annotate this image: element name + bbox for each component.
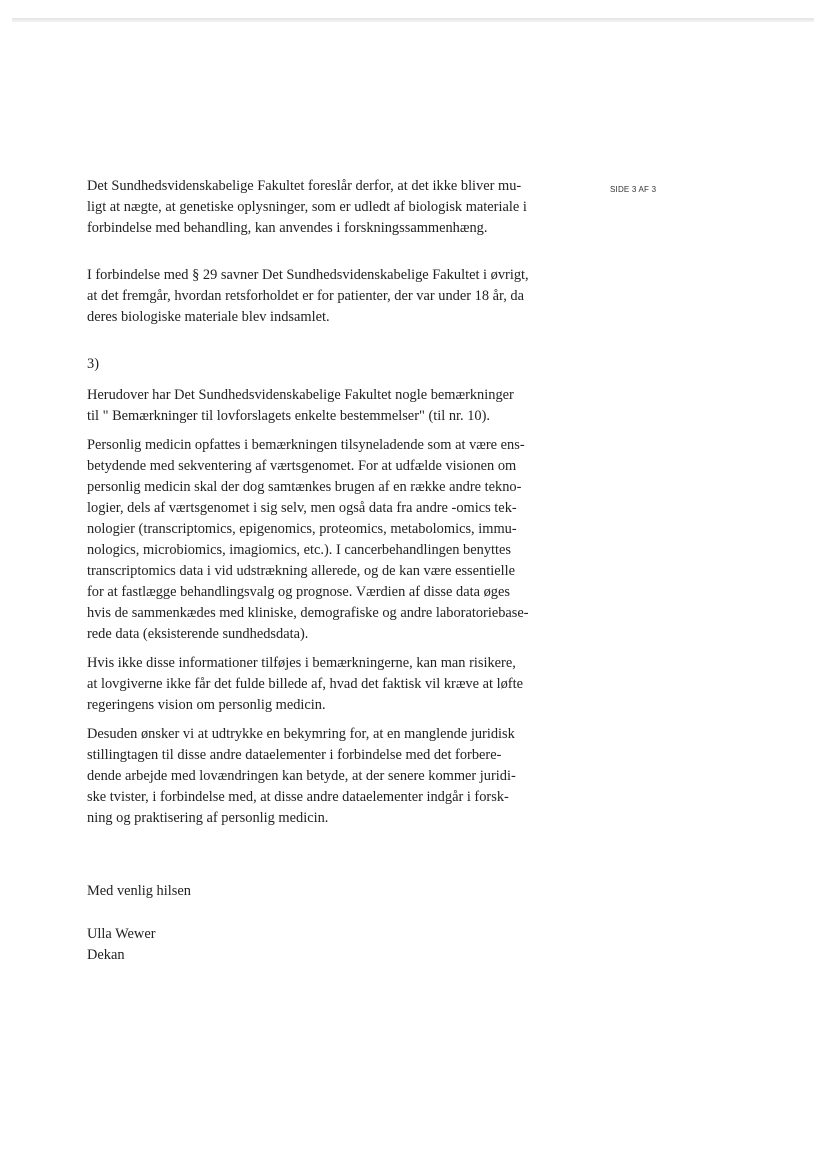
text-line: transcriptomics data i vid udstrækning allerede, og de kan være essentielle [87, 563, 516, 579]
text-line: stillingtagen til disse andre dataelementer i forbindelse med det forbere- [87, 747, 502, 763]
paragraph-personal-medicine [87, 435, 592, 645]
page-top-edge [12, 18, 814, 22]
text-line: forbindelse med behandling, kan anvendes i forskningssammenhæng. [87, 220, 488, 236]
paragraph-remarks [87, 385, 592, 427]
page-number-label: SIDE 3 AF 3 [610, 185, 657, 194]
text-line: rede data (eksisterende sundhedsdata). [87, 626, 309, 642]
text-line: til " Bemærkninger til lovforslagets enkelte bestemmelser" (til nr. 10). [87, 408, 491, 424]
text-line: logier, dels af værtsgenomet i sig selv, men også data fra andre -omics tek- [87, 500, 517, 516]
text-line: deres biologiske materiale blev indsamlet. [87, 309, 330, 325]
text-line: Det Sundhedsvidenskabelige Fakultet foreslår derfor, at det ikke bliver mu- [87, 178, 522, 194]
signature-block [87, 881, 191, 966]
paragraph-section-29 [87, 265, 592, 328]
text-line: at det fremgår, hvordan retsforholdet er for patienter, der var under 18 år, da [87, 288, 524, 304]
text-line: personlig medicin skal der dog samtænkes brugen af en række andre tekno- [87, 479, 522, 495]
text-line: Hvis ikke disse informationer tilføjes i bemærkningerne, kan man risikere, [87, 655, 516, 671]
text-line: at lovgiverne ikke får det fulde billede af, hvad det faktisk vil kræve at løfte [87, 676, 523, 692]
text-line: Desuden ønsker vi at udtrykke en bekymring for, at en manglende juridisk [87, 726, 515, 742]
text-line: Personlig medicin opfattes i bemærkningen tilsyneladende som at være ens- [87, 437, 525, 453]
text-line: hvis de sammenkædes med kliniske, demografiske og andre laboratoriebase- [87, 605, 529, 621]
closing-greeting: Med venlig hilsen [87, 883, 191, 899]
letter-body [87, 176, 592, 837]
paragraph-proposal [87, 176, 592, 239]
section-number [87, 354, 592, 375]
text-line: ning og praktisering af personlig medicin. [87, 810, 329, 826]
text-line: I forbindelse med § 29 savner Det Sundhedsvidenskabelige Fakultet i øvrigt, [87, 267, 529, 283]
text-line: nologier (transcriptomics, epigenomics, proteomics, metabolomics, immu- [87, 521, 517, 537]
text-line: for at fastlægge behandlingsvalg og prognose. Værdien af disse data øges [87, 584, 510, 600]
text-line: ligt at nægte, at genetiske oplysninger, som er udledt af biologisk materiale i [87, 199, 527, 215]
paragraph-concern [87, 724, 592, 829]
text-line: ske tvister, i forbindelse med, at disse andre dataelementer indgår i forsk- [87, 789, 509, 805]
text-line: dende arbejde med lovændringen kan betyde, at der senere kommer juridi- [87, 768, 516, 784]
section-heading: 3) [87, 356, 99, 372]
signer-title: Dekan [87, 947, 125, 963]
text-line: nologics, microbiomics, imagiomics, etc.). I cancerbehandlingen benyttes [87, 542, 511, 558]
text-line: betydende med sekventering af værtsgenomet. For at udfælde visionen om [87, 458, 517, 474]
text-line: regeringens vision om personlig medicin. [87, 697, 326, 713]
signer-name: Ulla Wewer [87, 926, 156, 942]
text-line: Herudover har Det Sundhedsvidenskabelige Fakultet nogle bemærkninger [87, 387, 514, 403]
paragraph-legislators [87, 653, 592, 716]
